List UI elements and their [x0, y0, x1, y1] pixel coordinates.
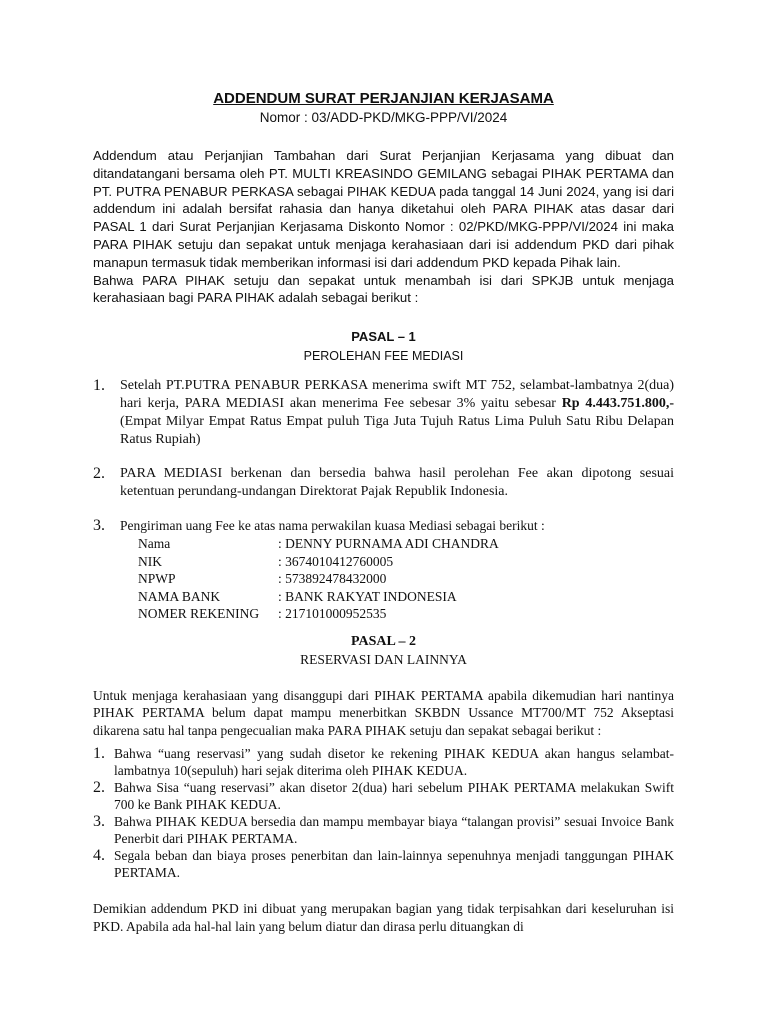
list-item — [93, 813, 674, 847]
list-number: 1. — [93, 377, 105, 395]
list-number: 3. — [93, 517, 105, 535]
pasal-2-heading: PASAL – 2 — [350, 633, 417, 649]
pasal-2-intro: Untuk menjaga kerahasiaan yang disanggupi dari PIHAK PERTAMA apabila dikemudian hari nantinya PIHAK PERTAMA belum dapat mampu menerbitkan SKBDN Ussance MT700/MT 752 Akseptasi dikarena satu hal tanpa pengecualian maka PARA PIHAK setuju dan sepakat sebagai berikut : — [93, 687, 674, 738]
table-row — [138, 570, 499, 588]
fee-detail-label: Nama — [138, 536, 171, 552]
fee-detail-value: : 573892478432000 — [278, 571, 387, 587]
intro-paragraph: Addendum atau Perjanjian Tambahan dari Surat Perjanjian Kerjasama yang dibuat dan ditandatangani bersama oleh PT. MULTI KREASINDO GEMILANG sebagai PIHAK PERTAMA dan PT. PUTRA PENABUR PERKASA sebagai PIHAK KEDUA pada tanggal 14 Juni 2024, yang isi dari addendum ini adalah bersifat rahasia dan hanya diketahui oleh PARA PIHAK atas dasar dari PASAL 1 dari Surat Perjanjian Kerjasama Diskonto Nomor : 02/PKD/MKG-PPP/VI/2024 ini maka PARA PIHAK setuju dan sepakat untuk menjaga kerahasiaan dari isi addendum PKD dari pihak manapun termasuk tidak memberikan informasi isi dari addendum PKD kepada Pihak lain. — [93, 148, 674, 270]
pasal-1-subheading: PEROLEHAN FEE MEDIASI — [303, 349, 464, 364]
fee-detail-value: : BANK RAKYAT INDONESIA — [278, 588, 457, 604]
fee-detail-label: NIK — [138, 553, 162, 569]
table-row — [138, 553, 499, 571]
document-title: ADDENDUM SURAT PERJANJIAN KERJASAMA — [213, 90, 554, 107]
list-number: 1. — [93, 745, 105, 763]
fee-detail-value: : 217101000952535 — [278, 606, 387, 622]
list-item — [93, 465, 674, 501]
pasal-1-list — [93, 377, 674, 623]
fee-amount: Rp 4.443.751.800,- — [561, 396, 674, 412]
list-number: 4. — [93, 847, 105, 865]
list-item — [93, 779, 674, 813]
fee-detail-label: NAMA BANK — [138, 588, 221, 604]
pasal-1-heading: PASAL – 1 — [351, 329, 416, 345]
intro-agreement-paragraph: Bahwa PARA PIHAK setuju dan sepakat untuk menambah isi dari SPKJB untuk menjaga kerahasiaan bagi PARA PIHAK adalah sebagai berikut : — [93, 272, 674, 306]
pasal-2-subheading: RESERVASI DAN LAINNYA — [300, 651, 467, 667]
list-text: Bahwa Sisa “uang reservasi” akan disetor 2(dua) hari sebelum PIHAK PERTAMA melakukan Swift 700 ke Bank PIHAK KEDUA. — [114, 780, 674, 813]
fee-detail-label: NOMER REKENING — [138, 606, 260, 622]
fee-detail-value: : DENNY PURNAMA ADI CHANDRA — [278, 536, 499, 552]
fee-amount-words: (Empat Milyar Empat Ratus Empat puluh Tiga Juta Tujuh Ratus Lima Puluh Satu Ribu Delapan Ratus Rupiah) — [120, 414, 674, 448]
list-text: Bahwa “uang reservasi” yang sudah disetor ke rekening PIHAK KEDUA akan hangus selambat-lambatnya 10(sepuluh) hari sejak diterima oleh PIHAK KEDUA. — [114, 746, 674, 779]
list-number: 3. — [93, 813, 105, 831]
pasal-2-list — [93, 745, 674, 881]
table-row — [138, 535, 499, 553]
document-number: Nomor : 03/ADD-PKD/MKG-PPP/VI/2024 — [259, 110, 508, 125]
fee-text-before: Setelah PT.PUTRA PENABUR PERKASA menerima swift MT 752, selambat-lambatnya 2(dua) hari kerja, PARA MEDIASI akan menerima Fee sebesar 3% yaitu sebesar — [120, 378, 674, 412]
fee-detail-value: : 3674010412760005 — [278, 553, 394, 569]
closing-paragraph: Demikian addendum PKD ini dibuat yang merupakan bagian yang tidak terpisahkan dari keseluruhan isi PKD. Apabila ada hal-hal lain yang belum diatur dan dirasa perlu dituangkan di — [93, 901, 674, 935]
table-row — [138, 588, 499, 606]
list-text: Bahwa PIHAK KEDUA bersedia dan mampu membayar biaya “talangan provisi” sesuai Invoice Bank Penerbit dari PIHAK PERTAMA. — [114, 814, 674, 847]
list-item — [93, 745, 674, 779]
table-row — [138, 605, 499, 623]
list-text: Pengiriman uang Fee ke atas nama perwakilan kuasa Mediasi sebagai berikut : — [120, 518, 545, 534]
list-number: 2. — [93, 465, 105, 483]
list-text — [120, 377, 674, 449]
list-item — [93, 847, 674, 881]
list-text: PARA MEDIASI berkenan dan bersedia bahwa hasil perolehan Fee akan dipotong sesuai ketentuan perundang-undangan Direktorat Pajak Republik Indonesia. — [120, 466, 674, 500]
fee-detail-label: NPWP — [138, 571, 176, 587]
fee-recipient-table — [138, 535, 499, 623]
list-text: Segala beban dan biaya proses penerbitan dan lain-lainnya sepenuhnya menjadi tanggungan PIHAK PERTAMA. — [114, 848, 674, 881]
list-number: 2. — [93, 779, 105, 797]
list-item — [93, 517, 674, 623]
list-item — [93, 377, 674, 449]
